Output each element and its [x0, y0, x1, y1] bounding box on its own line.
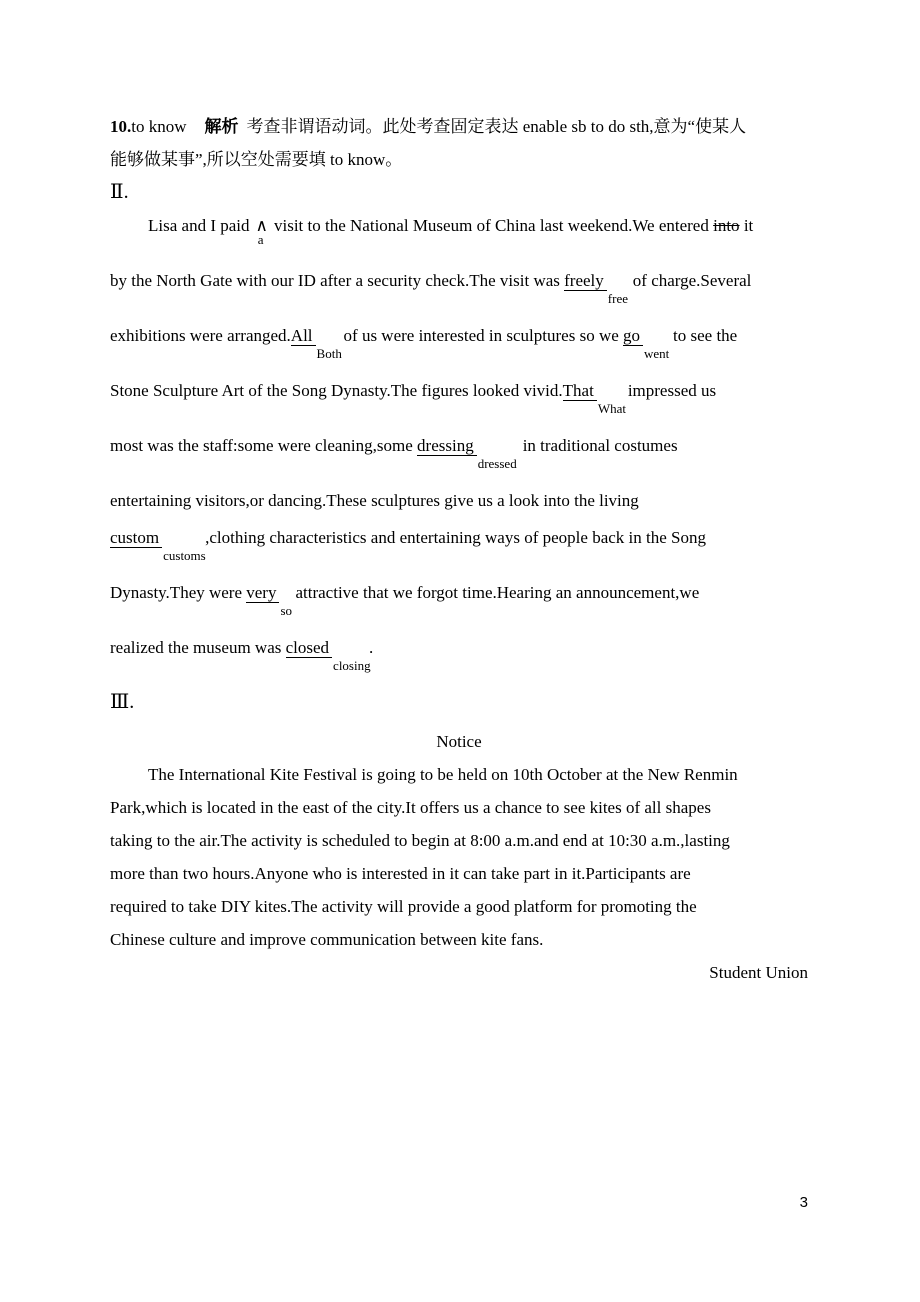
correction-item [246, 583, 295, 618]
correction-passage [110, 209, 808, 686]
correction-word: customs [163, 548, 206, 563]
passage-text: by the North Gate with our ID after a security check.The visit was [110, 271, 565, 290]
error-word: freely [564, 271, 607, 291]
passage-line [110, 264, 808, 319]
correction-word: What [597, 401, 626, 416]
correction-word: closing [333, 658, 371, 673]
correction-item [285, 638, 371, 673]
correction-gap [332, 636, 371, 673]
explanation-line-2: 能够做某事”,所以空处需要填 to know。 [110, 150, 403, 169]
deleted-word: into [713, 216, 740, 235]
passage-line [110, 484, 808, 521]
explanation-line-1 [110, 110, 808, 143]
correction-gap [607, 269, 633, 306]
notice-line: more than two hours.Anyone who is interested in it can take part in it.Participants are [110, 864, 691, 883]
inserted-word: a [257, 232, 264, 247]
correction-gap [477, 434, 523, 471]
correction-gap [643, 324, 673, 361]
correction-word: Both [316, 346, 342, 361]
passage-text: it [739, 216, 754, 235]
error-word: dressing [417, 436, 477, 456]
correction-word: dressed [477, 456, 517, 471]
passage-line [110, 319, 808, 374]
correction-item [110, 528, 206, 563]
error-word: go [623, 326, 643, 346]
correction-word: went [644, 346, 670, 361]
passage-line [110, 631, 808, 686]
passage-text: most was the staff:some were cleaning,some [110, 436, 418, 455]
passage-text: realized the museum was [110, 638, 286, 657]
correction-item [623, 326, 673, 361]
correction-gap [597, 379, 628, 416]
correction-item [290, 326, 344, 361]
correction-word: so [280, 603, 293, 618]
passage-line [110, 374, 808, 429]
correction-gap [162, 526, 206, 563]
notice-line: Park,which is located in the east of the city.It offers us a chance to see kites of all shapes [110, 798, 711, 817]
answer-text: to know [131, 117, 187, 136]
passage-line [110, 521, 808, 576]
passage-text: attractive that we forgot time.Hearing an announcement,we [295, 583, 700, 602]
correction-item [564, 271, 633, 306]
error-word: closed [286, 638, 332, 658]
passage-text: Stone Sculpture Art of the Song Dynasty.The figures looked vivid. [110, 381, 563, 400]
passage-text: impressed us [627, 381, 717, 400]
passage-text: Dynasty.They were [110, 583, 247, 602]
error-word: That [563, 381, 597, 401]
correction-word: free [607, 291, 628, 306]
error-word: custom [110, 528, 162, 548]
passage-text: entertaining visitors,or dancing.These sculptures give us a look into the living [110, 491, 639, 510]
passage-text: Lisa and I paid [148, 216, 254, 235]
passage-text: . [369, 638, 374, 657]
notice-line: required to take DIY kites.The activity will provide a good platform for promoting the [110, 897, 697, 916]
passage-text: visit to the National Museum of China last weekend.We entered [269, 216, 714, 235]
notice-line: Chinese culture and improve communication between kite fans. [110, 930, 544, 949]
analysis-label: 解析 [204, 117, 239, 136]
section2-heading: Ⅱ. [110, 181, 129, 203]
correction-gap [279, 581, 295, 618]
question-number: 10. [110, 117, 132, 136]
passage-text: exhibitions were arranged. [110, 326, 291, 345]
notice-title: Notice [436, 732, 482, 751]
passage-text: of charge.Several [632, 271, 752, 290]
page-number: 3 [799, 1194, 808, 1211]
passage-line [110, 576, 808, 631]
passage-text: ,clothing characteristics and entertaining ways of people back in the Song [205, 528, 706, 547]
passage-text: of us were interested in sculptures so we [343, 326, 624, 345]
notice-paragraph [110, 758, 808, 956]
notice-line: taking to the air.The activity is scheduled to begin at 8:00 a.m.and end at 10:30 a.m.,lasting [110, 831, 730, 850]
correction-item [562, 381, 628, 416]
passage-text: to see the [673, 326, 738, 345]
insertion-caret-icon: ∧ a [255, 216, 268, 247]
section3-heading: Ⅲ. [110, 691, 135, 713]
error-word: very [246, 583, 279, 603]
correction-item [417, 436, 523, 471]
explanation-text: 考查非谓语动词。此处考查固定表达 enable sb to do sth,意为“使某人 [246, 117, 747, 136]
notice-line: The International Kite Festival is going to be held on 10th October at the New Renmin [148, 765, 738, 784]
passage-line [110, 429, 808, 484]
correction-gap [316, 324, 344, 361]
passage-line [110, 209, 808, 264]
passage-text: in traditional costumes [522, 436, 678, 455]
error-word: All [291, 326, 316, 346]
signature: Student Union [709, 963, 808, 982]
